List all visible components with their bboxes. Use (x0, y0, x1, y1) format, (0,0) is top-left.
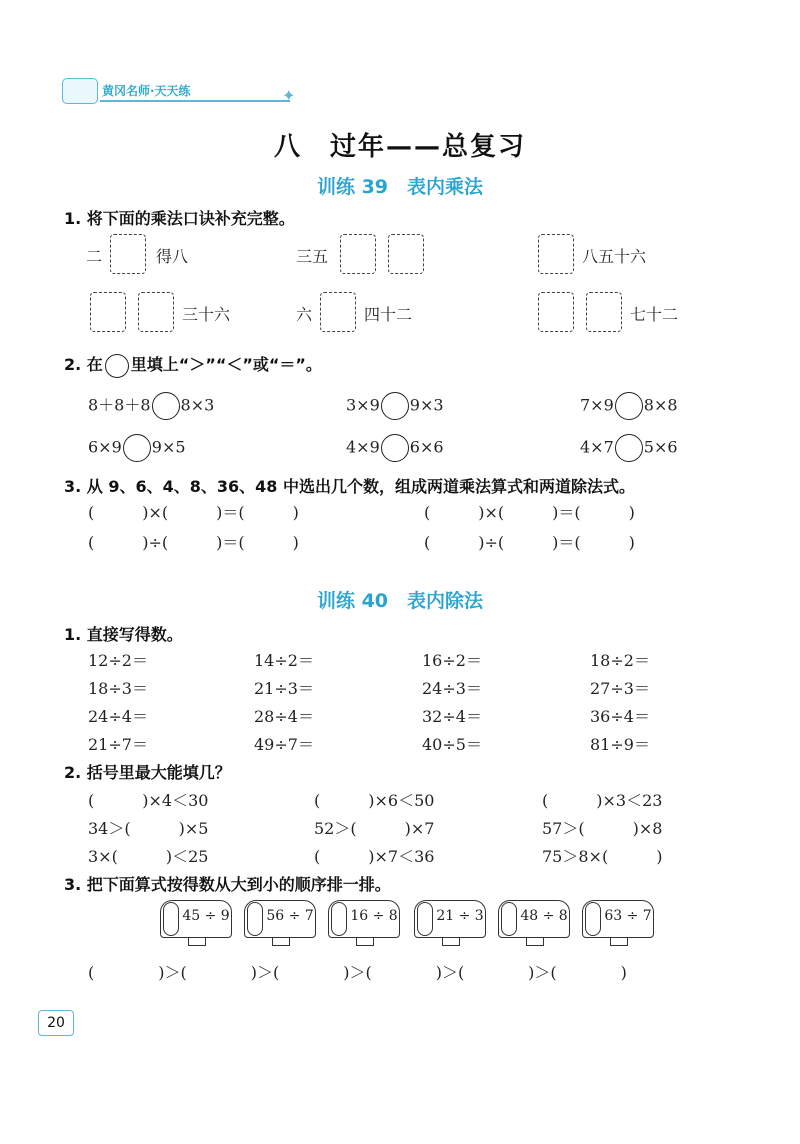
inequality[interactable]: ( )×3＜23 (542, 791, 663, 810)
division-fact: 16÷2＝ (422, 651, 482, 670)
division-fact: 36÷4＝ (590, 707, 650, 726)
card-base (272, 938, 290, 946)
compare-item (346, 392, 444, 420)
compare-left: 8＋8＋8 (88, 395, 151, 415)
compare-circle[interactable] (615, 392, 643, 420)
card-curl (247, 902, 263, 936)
compare-item (580, 392, 678, 420)
card-label: 16 ÷ 8 (350, 908, 398, 924)
card-curl (163, 902, 179, 936)
rhyme-5-suffix: 四十二 (364, 305, 413, 324)
chapter-title: 八 过年——总复习 (273, 132, 526, 162)
compare-left: 4×7 (580, 437, 614, 457)
s39-q2-title (64, 352, 322, 378)
expression-card (328, 900, 400, 950)
card-label: 63 ÷ 7 (604, 908, 652, 924)
compare-right: 5×6 (643, 437, 678, 457)
card-label: 21 ÷ 3 (436, 908, 484, 924)
div-equation-2[interactable]: ( )÷( )＝( ) (424, 533, 635, 552)
rhyme-6-suffix: 七十二 (630, 305, 679, 324)
compare-item (88, 392, 214, 420)
sparkle-icon: ✦ (282, 86, 296, 105)
division-fact: 49÷7＝ (254, 735, 314, 754)
rhyme-blank[interactable] (586, 292, 622, 332)
section-39-title: 训练 39 表内乘法 (316, 176, 484, 198)
bear-icon (62, 78, 98, 104)
division-fact: 18÷2＝ (590, 651, 650, 670)
division-fact: 81÷9＝ (590, 735, 650, 754)
s39-q1-title: 1. 将下面的乘法口诀补充完整。 (64, 209, 295, 228)
rhyme-blank[interactable] (538, 292, 574, 332)
compare-item (580, 434, 678, 462)
card-label: 45 ÷ 9 (182, 908, 230, 924)
mul-equation-1[interactable]: ( )×( )＝( ) (88, 503, 299, 522)
card-base (526, 938, 544, 946)
inequality[interactable]: 57＞( )×8 (542, 819, 663, 838)
rhyme-5-prefix: 六 (296, 305, 313, 324)
rhyme-3-suffix: 八五十六 (582, 247, 647, 266)
s40-q3-title: 3. 把下面算式按得数从大到小的顺序排一排。 (64, 875, 391, 894)
compare-right: 8×8 (643, 395, 678, 415)
card-curl (501, 902, 517, 936)
inequality[interactable]: 52＞( )×7 (314, 819, 435, 838)
inequality[interactable]: 3×( )＜25 (88, 847, 209, 866)
inequality[interactable]: ( )×4＜30 (88, 791, 209, 810)
compare-right: 8×3 (180, 395, 215, 415)
brand-text: 黄冈名师·天天练 (102, 84, 191, 98)
division-fact: 24÷4＝ (88, 707, 148, 726)
compare-right: 6×6 (409, 437, 444, 457)
rhyme-1-prefix: 二 (86, 247, 103, 266)
s39-q2-title-pre: 2. 在 (64, 355, 103, 374)
compare-circle[interactable] (381, 392, 409, 420)
expression-card (414, 900, 486, 950)
expression-card (582, 900, 654, 950)
inequality[interactable]: ( )×6＜50 (314, 791, 435, 810)
card-base (356, 938, 374, 946)
division-fact: 12÷2＝ (88, 651, 148, 670)
inequality[interactable]: 75＞8×( ) (542, 847, 663, 866)
rhyme-blank[interactable] (388, 234, 424, 274)
division-fact: 40÷5＝ (422, 735, 482, 754)
div-equation-1[interactable]: ( )÷( )＝( ) (88, 533, 299, 552)
card-label: 56 ÷ 7 (266, 908, 314, 924)
compare-circle[interactable] (381, 434, 409, 462)
compare-right: 9×5 (151, 437, 186, 457)
card-base (610, 938, 628, 946)
division-fact: 32÷4＝ (422, 707, 482, 726)
compare-circle[interactable] (615, 434, 643, 462)
compare-circle[interactable] (123, 434, 151, 462)
rhyme-blank[interactable] (320, 292, 356, 332)
inequality[interactable]: 34＞( )×5 (88, 819, 209, 838)
rhyme-blank[interactable] (340, 234, 376, 274)
expression-card (244, 900, 316, 950)
expression-card (160, 900, 232, 950)
card-curl (585, 902, 601, 936)
division-fact: 21÷7＝ (88, 735, 148, 754)
card-curl (417, 902, 433, 936)
card-base (442, 938, 460, 946)
rhyme-blank[interactable] (90, 292, 126, 332)
rhyme-blank[interactable] (538, 234, 574, 274)
compare-left: 6×9 (88, 437, 122, 457)
division-fact: 18÷3＝ (88, 679, 148, 698)
s39-q3-title: 3. 从 9、6、4、8、36、48 中选出几个数，组成两道乘法算式和两道除法式。 (64, 477, 635, 496)
rhyme-blank[interactable] (110, 234, 146, 274)
mul-equation-2[interactable]: ( )×( )＝( ) (424, 503, 635, 522)
rhyme-4-suffix: 三十六 (182, 305, 231, 324)
order-answer-line[interactable]: ( )＞( )＞( )＞( )＞( )＞( ) (88, 963, 627, 982)
compare-item (346, 434, 444, 462)
rhyme-2-prefix: 三五 (296, 247, 329, 266)
compare-left: 4×9 (346, 437, 380, 457)
card-label: 48 ÷ 8 (520, 908, 568, 924)
division-fact: 27÷3＝ (590, 679, 650, 698)
card-curl (331, 902, 347, 936)
circle-icon (105, 354, 129, 378)
header-rule (100, 100, 290, 102)
compare-left: 7×9 (580, 395, 614, 415)
compare-circle[interactable] (152, 392, 180, 420)
division-fact: 24÷3＝ (422, 679, 482, 698)
brand-logo (62, 76, 296, 106)
rhyme-1-suffix: 得八 (156, 247, 189, 266)
division-fact: 28÷4＝ (254, 707, 314, 726)
compare-item (88, 434, 186, 462)
section-40-title: 训练 40 表内除法 (316, 590, 484, 612)
expression-card (498, 900, 570, 950)
compare-left: 3×9 (346, 395, 380, 415)
s39-q2-title-post: 里填上“＞”“＜”或“＝”。 (130, 355, 322, 374)
s40-q2-title: 2. 括号里最大能填几？ (64, 763, 231, 782)
card-base (188, 938, 206, 946)
inequality[interactable]: ( )×7＜36 (314, 847, 435, 866)
s40-q1-title: 1. 直接写得数。 (64, 625, 183, 644)
division-fact: 21÷3＝ (254, 679, 314, 698)
compare-right: 9×3 (409, 395, 444, 415)
division-fact: 14÷2＝ (254, 651, 314, 670)
page-number: 20 (38, 1010, 74, 1036)
rhyme-blank[interactable] (138, 292, 174, 332)
